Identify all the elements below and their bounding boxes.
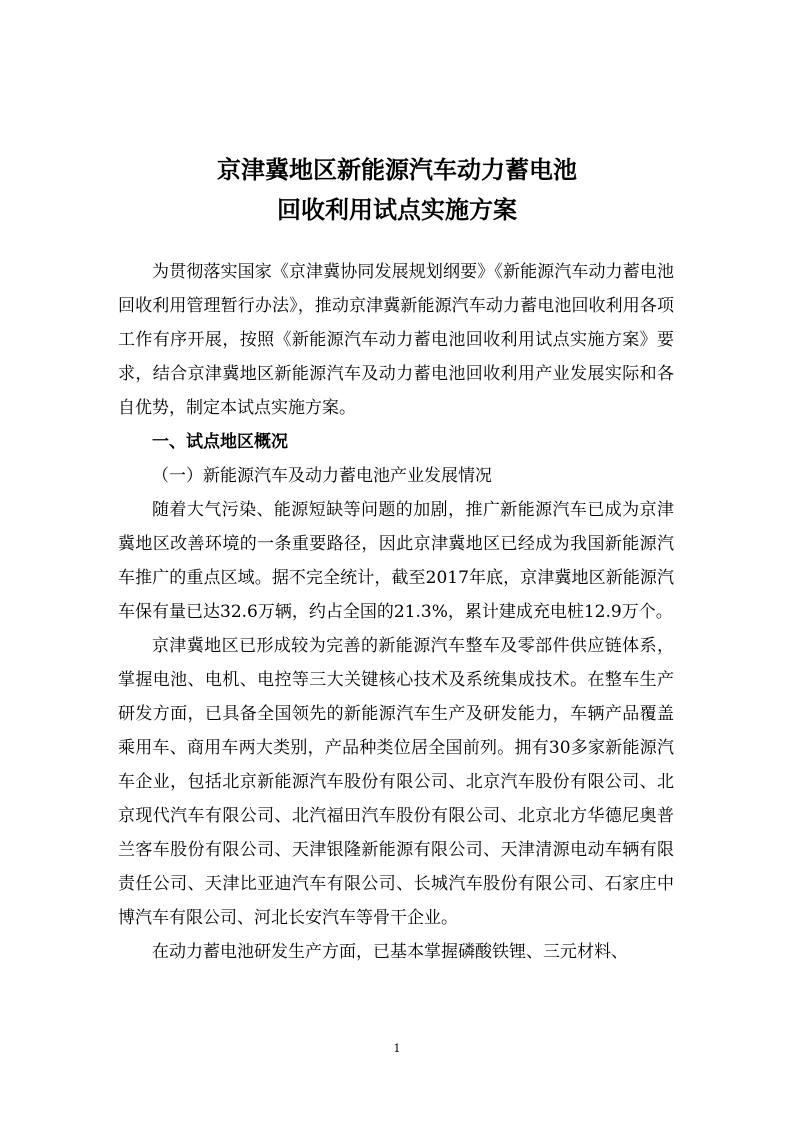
- page-number: 1: [393, 1042, 401, 1055]
- section-heading-1: 一、试点地区概况: [152, 432, 288, 452]
- intro-paragraph: 为贯彻落实国家《京津冀协同发展规划纲要》《新能源汽车动力蓄电池回收利用管理暂行办法》，推动京津冀新能源汽车动力蓄电池回收利用各项工作有序开展，按照《新能源汽车动力蓄电池回收利用试点实施方案》要求，结合京津冀地区新能源汽车及动力蓄电池回收利用产业发展实际和各自优势，制定本试点实施方案。: [118, 262, 674, 418]
- body-paragraph: 随着大气污染、能源短缺等问题的加剧，推广新能源汽车已成为京津冀地区改善环境的一条重要路径，因此京津冀地区已经成为我国新能源汽车推广的重点区域。据不完全统计，截至2017年底，京津冀地区新能源汽车保有量已达32.6万辆，约占全国的21.3%，累计建成充电桩12.9万个。: [118, 500, 674, 622]
- title-line-1: 京津冀地区新能源汽车动力蓄电池: [217, 156, 577, 184]
- document-title: [0, 150, 794, 230]
- title-line-2: 回收利用试点实施方案: [277, 196, 517, 224]
- subsection-heading-1: （一）新能源汽车及动力蓄电池产业发展情况: [152, 466, 492, 486]
- document-body: [118, 255, 674, 969]
- body-paragraph: 京津冀地区已形成较为完善的新能源汽车整车及零部件供应链体系，掌握电池、电机、电控等三大关键核心技术及系统集成技术。在整车生产研发方面，已具备全国领先的新能源汽车生产及研发能力，车辆产品覆盖乘用车、商用车两大类别，产品种类位居全国前列。拥有30多家新能源汽车企业，包括北京新能源汽车股份有限公司、北京汽车股份有限公司、北京现代汽车有限公司、北汽福田汽车股份有限公司、北京北方华德尼奥普兰客车股份有限公司、天津银隆新能源有限公司、天津清源电动车辆有限责任公司、天津比亚迪汽车有限公司、长城汽车股份有限公司、石家庄中博汽车有限公司、河北长安汽车等骨干企业。: [118, 636, 674, 928]
- body-paragraph: 在动力蓄电池研发生产方面，已基本掌握磷酸铁锂、三元材料、: [152, 942, 628, 962]
